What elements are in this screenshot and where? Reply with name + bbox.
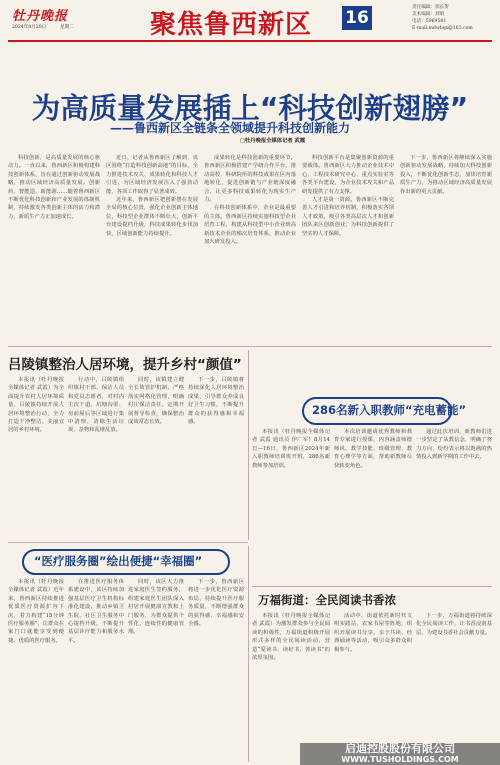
paragraph: 下一步，吕陵镇将持续深化人居环境整治成果，引导群众养成良好卫生习惯，不断提升群众的获得感和幸福感。 (188, 377, 244, 426)
lead-column (400, 154, 492, 338)
editor-credit: 责任编辑：郭长贺 (412, 5, 449, 10)
paragraph: 活动中，街道依托新时代文明实践站、农家书屋等阵地，组织开展读书分享、亲子共读、经典诵读等活动，吸引众多群众积极参与。 (334, 613, 412, 653)
lead-column (8, 154, 100, 338)
lead-headline: 为高质量发展插上“科技创新翅膀” (31, 92, 469, 125)
story-column (334, 612, 412, 740)
section-divider (8, 542, 248, 543)
paragraph: 行动中，吕陵镇组织镇村干部、保洁人员和党员志愿者，对村内主次干道、坑塘沟渠、房前屋后等区域进行集中清理，清除生活垃圾、杂物和乱堆乱放。 (68, 377, 124, 434)
story-column (68, 578, 124, 762)
section-title: 聚焦鲁西新区 (150, 10, 313, 40)
paragraph: 人才是第一资源。鲁西新区不断完善人才引进和培养机制，积极落实各项人才政策，吸引各类高层次人才和创新团队来区创新创业，为科技创新提供了坚实的人才保障。 (302, 197, 394, 237)
section-divider (8, 346, 492, 347)
issue-weekday: 星期二 (60, 25, 74, 30)
paragraph: 下一步，鲁西新区将进一步优化医疗资源布局，持续提升医疗服务质量，不断增强群众的获得感、幸福感和安全感。 (188, 579, 244, 628)
paragraph: 在科技创新体系中，企业是最重要的主体。鲁西新区持续实施科技型企业培育工程，构建从科技型中小企业到高新技术企业的梯次培育体系，推动企业加大研发投入。 (204, 205, 296, 246)
designer-credit: 美术编辑：刘娟 (412, 12, 445, 17)
paragraph: 通过此次培训，新教师们进一步坚定了从教信念，明确了努力方向，纷纷表示将以饱满的热情投入到新学期的工作中去。 (416, 429, 492, 461)
story-column (128, 578, 184, 762)
section-divider (252, 586, 492, 587)
lead-column (302, 154, 394, 338)
paragraph: 同时，该镇建立健全长效管护机制，严格落实网格化管理，明确村庄保洁责任，定期开展督导检查，确保整治成效常态长效。 (128, 377, 184, 426)
paragraph: 同时，该区大力推进家庭医生签约服务，组建家庭医生团队深入村居开展健康宣教和上门服务，为群众提供个性化、连续性的健康管理。 (128, 579, 184, 636)
paragraph: 科技创新，是高质量发展的核心驱动力。一直以来，鲁西新区积极构建科技创新体系，旨在通过创新驱动发展战略，推动区域经济高质量发展。创新药、智能造、新能源……随着鲁西新区不断优化科技创新和产业发展的体制机制，持续激发各类创新主体的活力和潜力，新质生产力正加速成长。 (8, 155, 100, 220)
paragraph: 本次培训邀请优秀教师和教育专家进行授课，内容涵盖师德师风、教学技能、班级管理、教育心理学等方面，帮助新教师尽快转变角色。 (334, 429, 412, 469)
page-number: 16 (342, 6, 372, 30)
watermark-line2: WWW.TUSHOLDINGS.COM (341, 755, 459, 764)
story-column (188, 376, 244, 536)
phone: 电话：5969581 (412, 19, 447, 24)
column-divider (248, 350, 249, 540)
masthead (0, 0, 500, 44)
paragraph: 下一步，万福街道将持续深化全民阅读工作，让书香浸润基层，为建设书香社会贡献力量。 (416, 613, 492, 636)
issue-date: 2024年8月20日 (12, 25, 47, 30)
paragraph: 本报讯（牡丹晚报全媒体记者 武霞）近年来，鲁西新区持续推进优质医疗资源扩容下沉，着力构建“15分钟医疗服务圈”，让群众在家门口就能享受到便捷、优质的医疗服务。 (8, 579, 64, 644)
paragraph: 科技创新平台是集聚创新资源的重要载体。鲁西新区大力推动企业技术中心、工程技术研究中心、重点实验室等各类平台建设，为企业技术攻关和产品研发提供了有力支撑。 (302, 155, 394, 195)
masthead-rule (8, 40, 492, 42)
story-column (68, 376, 124, 536)
story-column (188, 578, 244, 762)
paragraph: 本报讯（牡丹晚报全媒体记者 武霞 通讯员 伊广军）8月14日—16日，鲁西新区2024年新入职教师培训班开班，286名新教师参加培训。 (252, 429, 330, 469)
story-headline: “医疗服务圈”绘出便捷“幸福圈” (34, 554, 203, 568)
story-column (416, 428, 492, 578)
story-headline: 吕陵镇整治人居环境，提升乡村“颜值” (8, 357, 242, 373)
story-headline: 万福街道：全民阅读书香浓 (258, 593, 396, 607)
paragraph: 成果转化是科技创新的重要环节。鲁西新区积极搭建产学研合作平台，推动高校、科研院所的科技成果在区内落地转化，促进创新链与产业链深度融合，让更多科技成果转化为现实生产力。 (204, 155, 296, 204)
paragraph: 近年来，鲁西新区把创新摆在发展全局的核心位置，强化企业创新主体地位，科技型企业群体不断壮大，创新平台建设提档升级，科技成果转化步伐加快，区域创新能力持续提升。 (106, 197, 198, 237)
story-column (252, 612, 330, 762)
lead-byline: □牡丹晚报全媒体记者 武霞 (240, 138, 306, 144)
paragraph: 在推进医疗服务体系建设中，该区持续加强基层医疗卫生机构标准化建设，推动乡镇卫生院、社区卫生服务中心提档升级，不断提升基层诊疗能力和服务水平。 (68, 579, 124, 644)
watermark (300, 743, 500, 765)
paragraph: 近日，记者从鲁西新区了解到，该区围绕“打造科技创新高地”的目标，全力推进技术攻关、成果转化和科技人才引进，为区域经济发展注入了强劲动能，各项工作取得了显著成效。 (106, 155, 198, 195)
story-column (416, 612, 492, 740)
column-divider (248, 546, 249, 762)
lead-column (106, 154, 198, 338)
story-column (334, 428, 412, 578)
story-column (128, 376, 184, 536)
paragraph: 本报讯（牡丹晚报全媒体记者 武霞）为全面提升农村人居环境质量，吕陵镇持续开展人居环境整治行动，全力打造干净整洁、美丽宜居的乡村环境。 (8, 377, 64, 434)
watermark-line1: 启迪控股股份有限公司 (345, 742, 455, 755)
story-headline: 286名新入职教师“充电蓄能” (312, 403, 467, 417)
paragraph: 下一步，鲁西新区将继续深入实施创新驱动发展战略，持续加大科技创新投入，不断优化创新生态，加快培育新质生产力，为推动区域经济高质量发展作出新的更大贡献。 (400, 155, 492, 195)
email: E-mail:mdwbqx@163.com (412, 26, 473, 31)
paper-name: 牡丹晚报 (12, 9, 69, 24)
lead-subtitle: ——鲁西新区全链条全领域提升科技创新能力 (110, 121, 351, 135)
story-column (8, 578, 64, 762)
story-column (252, 428, 330, 578)
paragraph: 本报讯（牡丹晚报全媒体记者 武霞）为激发群众参与全民阅读的积极性，万福街道积极开展形式多样的全民阅读活动，营造“爱读书、读好书、善读书”的浓厚氛围。 (252, 613, 330, 662)
story-column (8, 376, 64, 536)
lead-column (204, 154, 296, 338)
